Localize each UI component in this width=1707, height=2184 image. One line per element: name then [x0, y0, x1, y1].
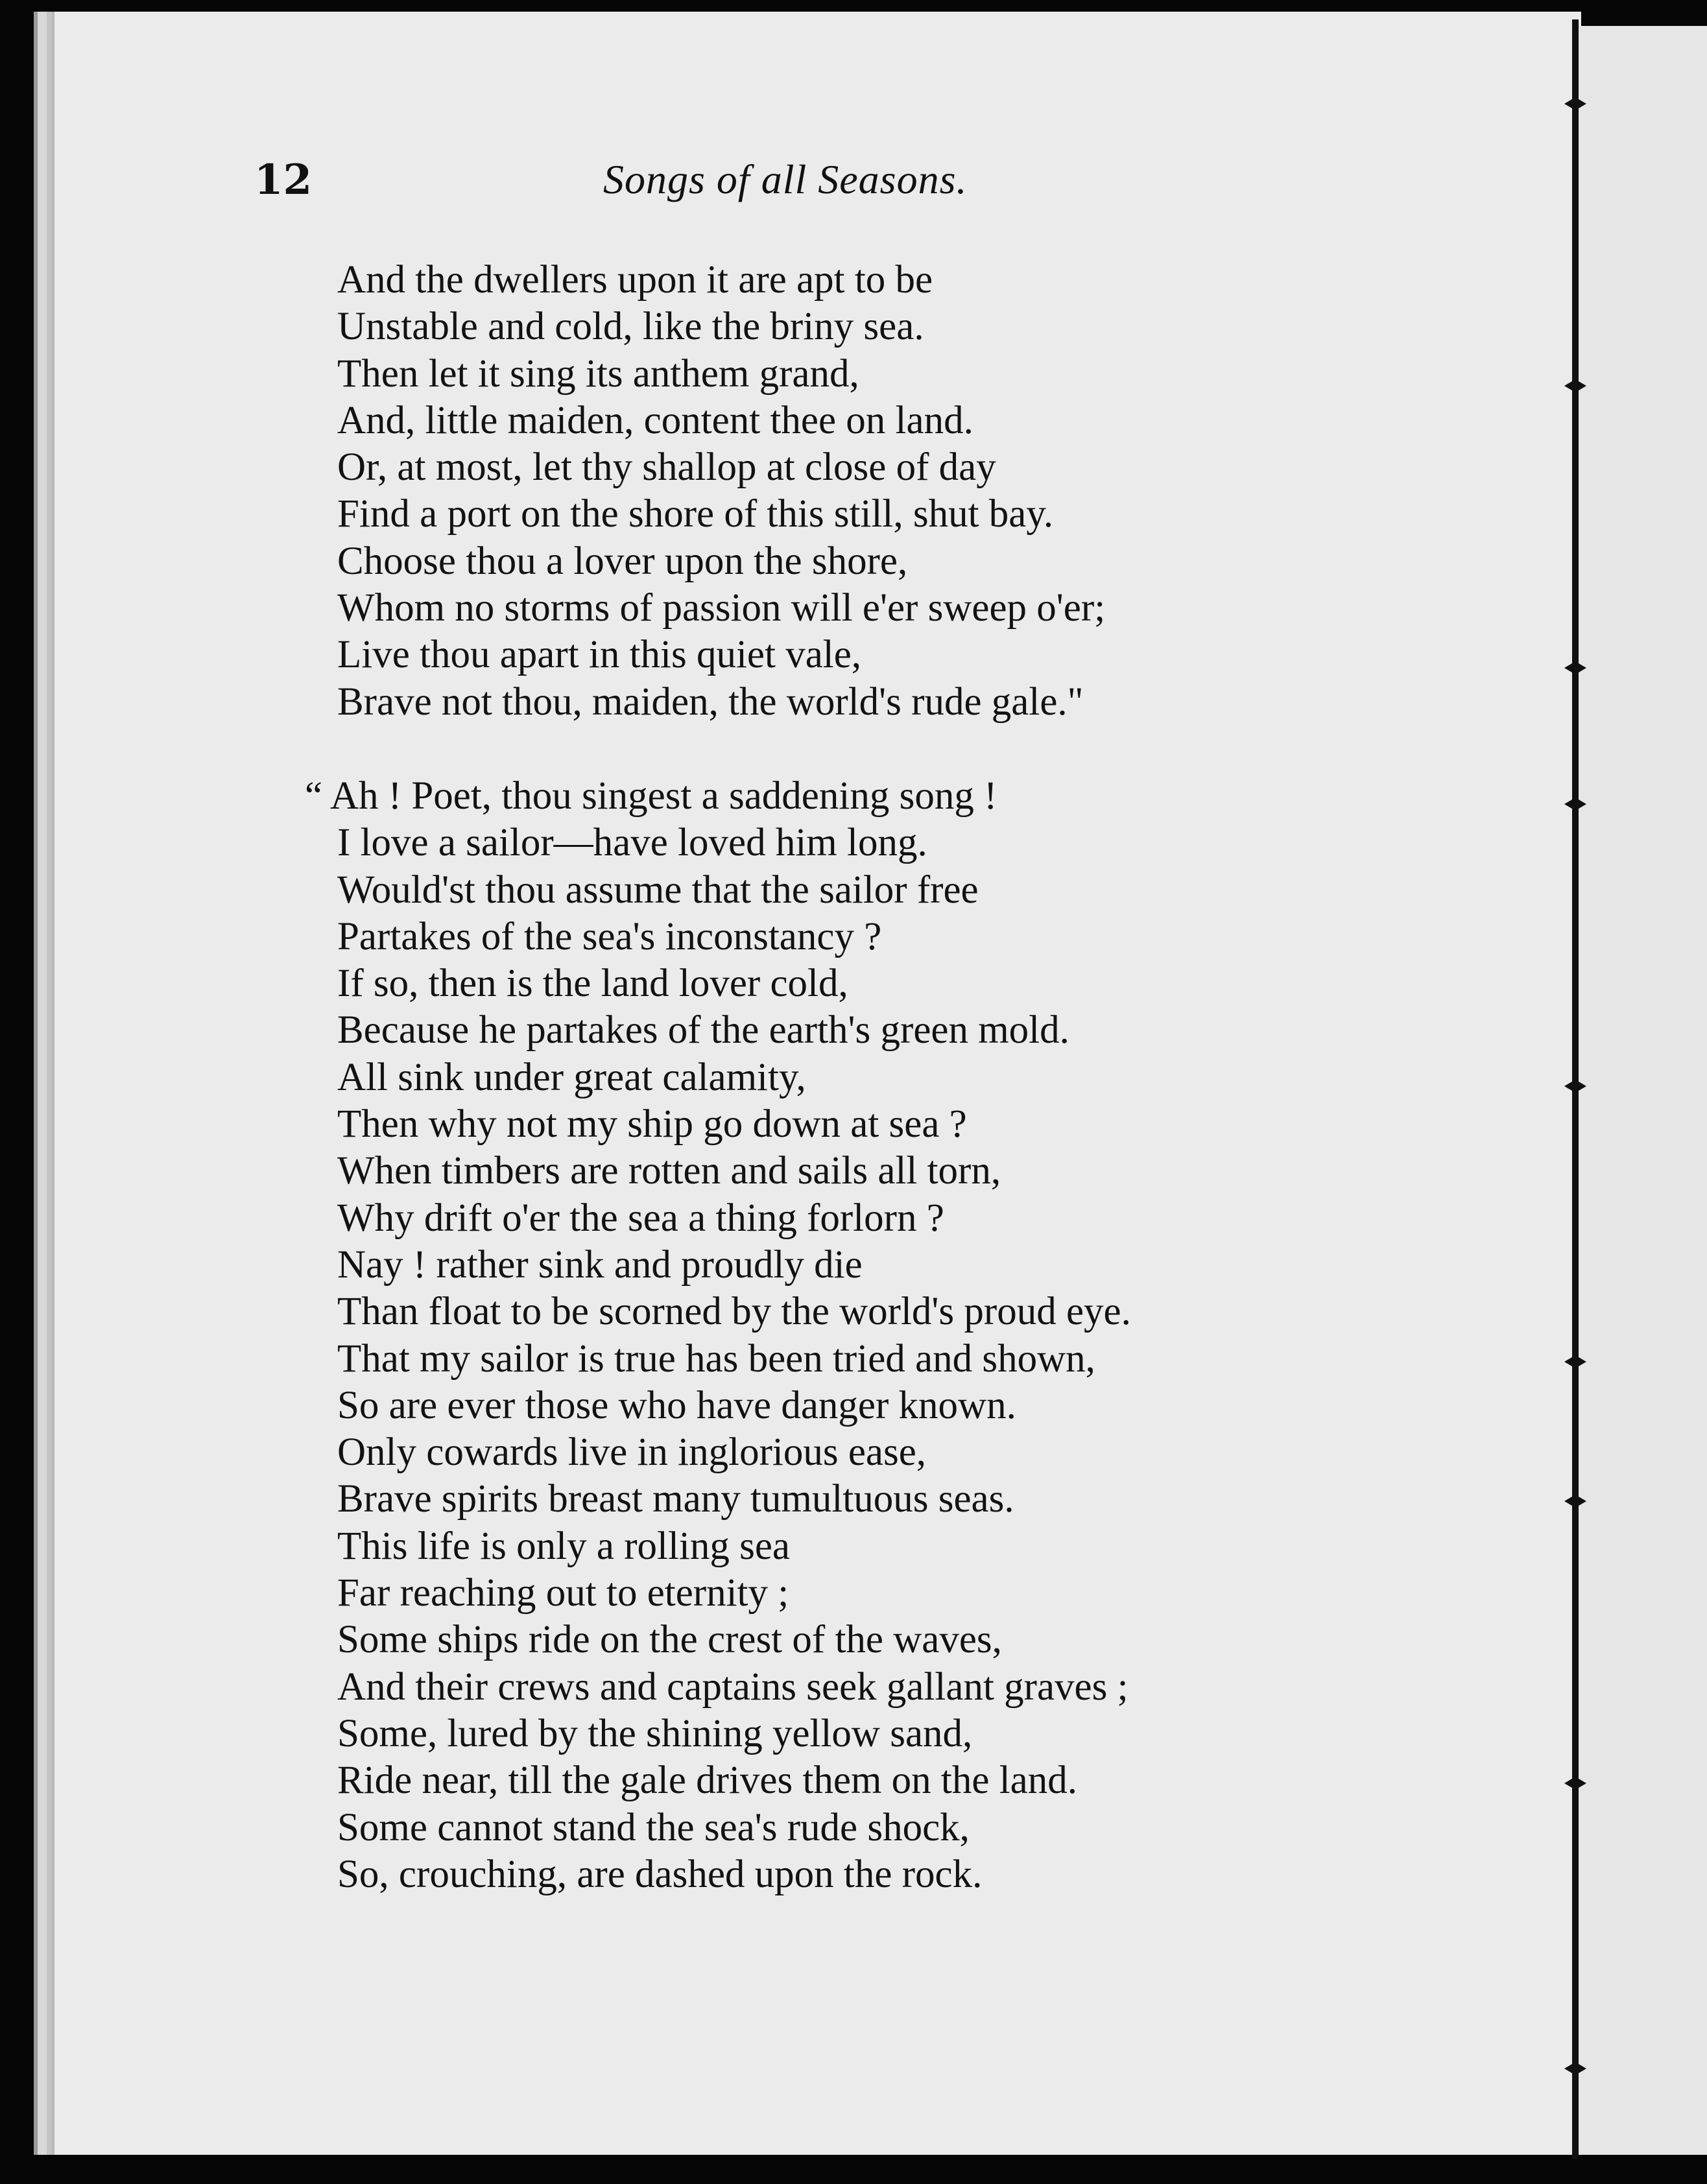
- page-number: 12: [254, 156, 313, 204]
- poem-line: Partakes of the sea's inconstancy ?: [337, 914, 882, 958]
- facing-page-strip: [1577, 26, 1707, 2155]
- poem-line: Nay ! rather sink and proudly die: [337, 1242, 863, 1287]
- poem-line: Brave not thou, maiden, the world's rude gale.": [337, 680, 1084, 724]
- poem-line: Live thou apart in this quiet vale,: [337, 633, 862, 677]
- poem-line: Choose thou a lover upon the shore,: [337, 539, 908, 583]
- poem-line: Would'st thou assume that the sailor free: [337, 868, 979, 912]
- poem-line: Why drift o'er the sea a thing forlorn ?: [337, 1196, 944, 1240]
- poem-line: I love a sailor—have loved him long.: [337, 821, 927, 865]
- poem-line: And the dwellers upon it are apt to be: [337, 258, 933, 302]
- poem-line: Because he partakes of the earth's green mold.: [337, 1008, 1069, 1052]
- poem-line: This life is only a rolling sea: [337, 1524, 790, 1568]
- poem-line: If so, then is the land lover cold,: [337, 962, 848, 1006]
- poem-line: Then let it sing its anthem grand,: [337, 351, 859, 396]
- poem-line: Some, lured by the shining yellow sand,: [337, 1711, 973, 1755]
- poem-line: Or, at most, let thy shallop at close of day: [337, 445, 996, 490]
- page-edge: [52, 12, 54, 2155]
- poem-line: Unstable and cold, like the briny sea.: [337, 305, 924, 349]
- running-title: Songs of all Seasons.: [603, 156, 968, 202]
- poem-line: Only cowards live in inglorious ease,: [337, 1430, 927, 1475]
- poem-line: Far reaching out to eternity ;: [337, 1571, 789, 1615]
- poem-line: So are ever those who have danger known.: [337, 1383, 1016, 1427]
- stanza-break: [337, 726, 1440, 773]
- poem-line: And, little maiden, content thee on land.: [337, 398, 973, 442]
- poem-line: And their crews and captains seek gallant graves ;: [337, 1665, 1128, 1709]
- poem-line: Some ships ride on the crest of the waves,: [337, 1618, 1002, 1662]
- poem-text: [305, 257, 1440, 1898]
- poem-line: Some cannot stand the sea's rude shock,: [337, 1805, 970, 1849]
- poem-line: When timbers are rotten and sails all torn,: [337, 1149, 1001, 1193]
- poem-line: “ Ah ! Poet, thou singest a saddening song !: [305, 774, 997, 818]
- poem-line: All sink under great calamity,: [337, 1055, 806, 1099]
- poem-line: Than float to be scorned by the world's proud eye.: [337, 1290, 1131, 1334]
- poem-line: So, crouching, are dashed upon the rock.: [337, 1852, 983, 1896]
- poem-line: That my sailor is true has been tried and shown,: [337, 1336, 1095, 1381]
- page-header: [0, 156, 1707, 214]
- poem-line: Find a port on the shore of this still, shut bay.: [337, 492, 1054, 536]
- poem-line: Whom no storms of passion will e'er sweep o'er;: [337, 586, 1106, 630]
- poem-line: Brave spirits breast many tumultuous seas.: [337, 1477, 1014, 1521]
- poem-line: Then why not my ship go down at sea ?: [337, 1102, 967, 1146]
- poem-line: Ride near, till the gale drives them on the land.: [337, 1759, 1077, 1803]
